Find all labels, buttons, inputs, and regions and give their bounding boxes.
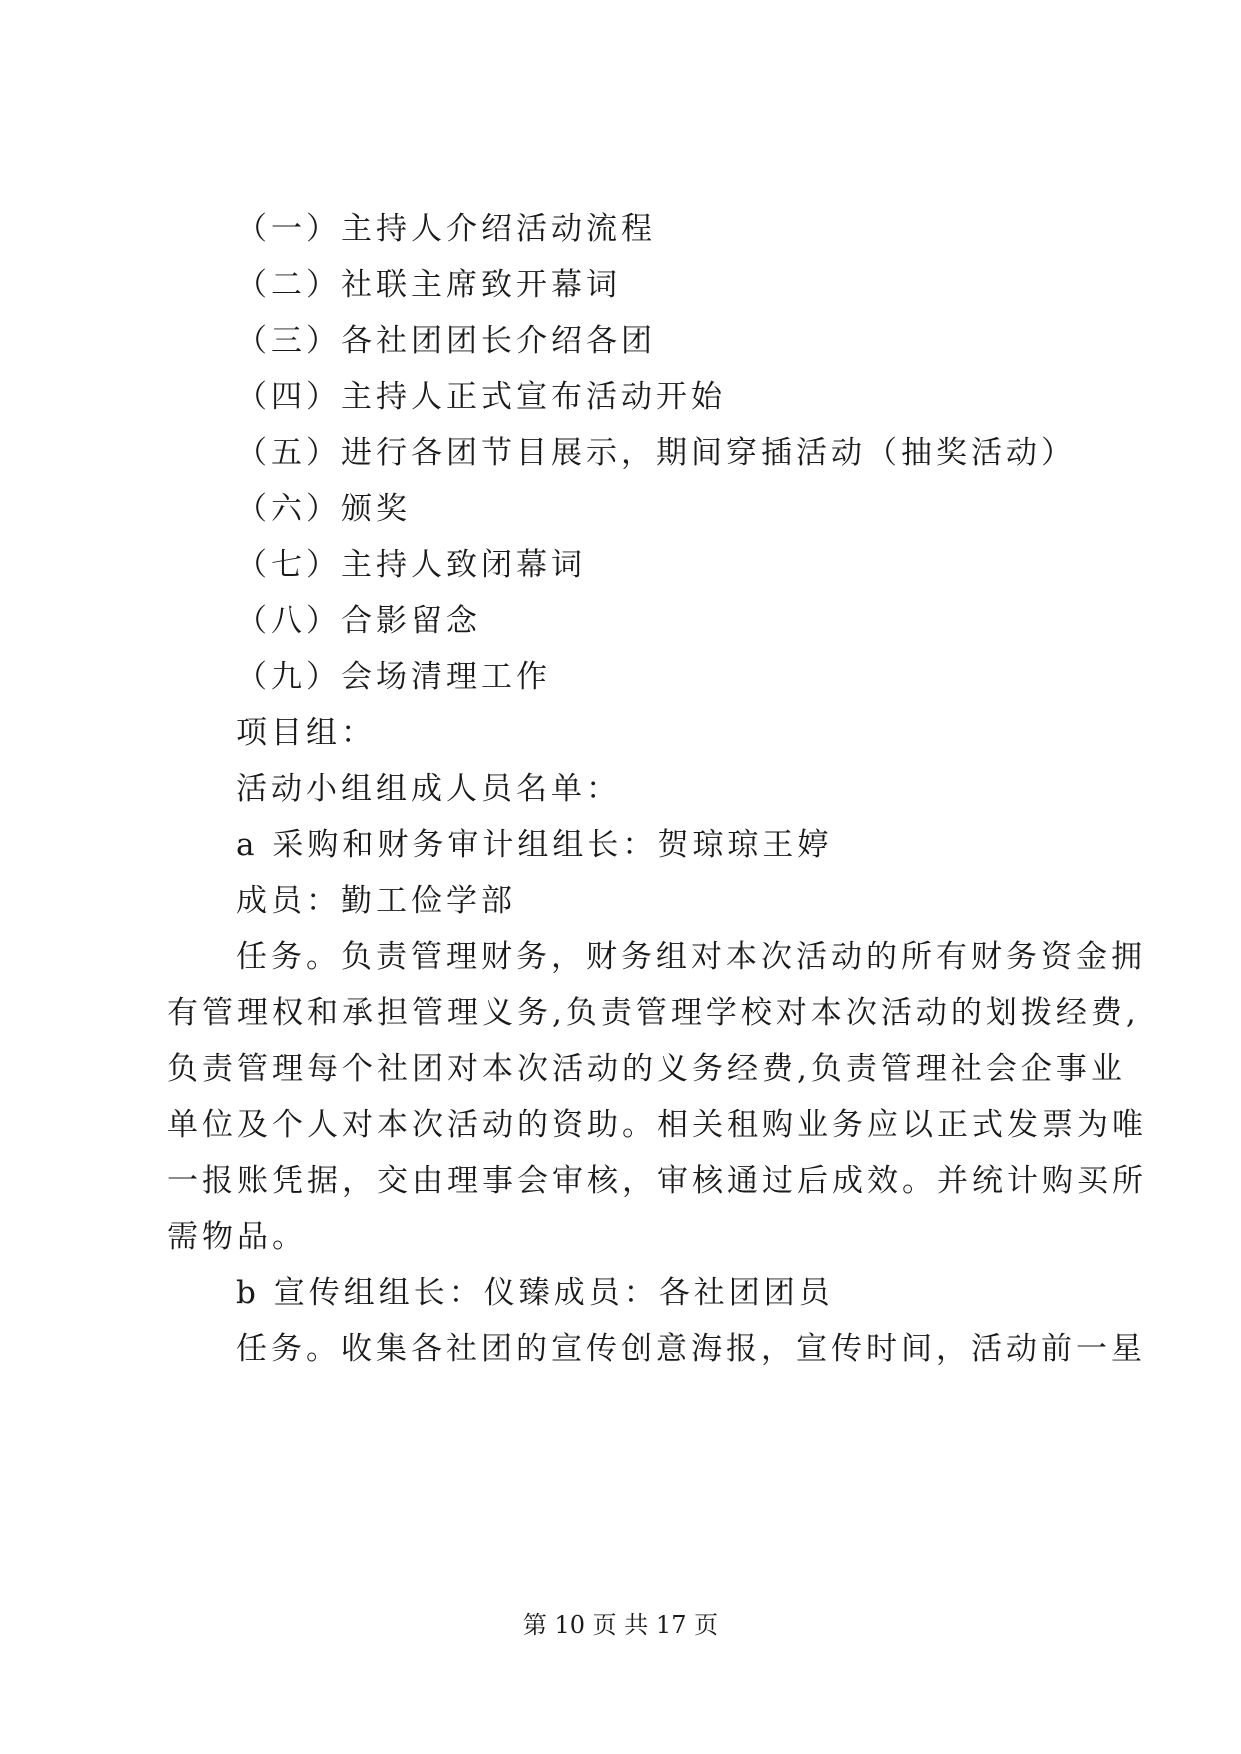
- group-a-leader: a 采购和财务审计组组长：贺琼琼王婷: [236, 827, 833, 863]
- group-a-task-line: 单位及个人对本次活动的资助。相关租购业务应以正式发票为唯: [167, 1107, 1147, 1143]
- group-a-task-line: 任务。负责管理财务，财务组对本次活动的所有财务资金拥: [236, 939, 1146, 975]
- agenda-item-9: （九）会场清理工作: [236, 659, 551, 695]
- page-footer: 第 10 页 共 17 页: [522, 1611, 719, 1639]
- agenda-item-2: （二）社联主席致开幕词: [236, 267, 621, 303]
- agenda-item-7: （七）主持人致闭幕词: [236, 547, 586, 583]
- group-b-task-line: 任务。收集各社团的宣传创意海报，宣传时间，活动前一星: [236, 1331, 1146, 1367]
- group-a-task-line: 一报账凭据，交由理事会审核，审核通过后成效。并统计购买所: [167, 1163, 1147, 1199]
- agenda-item-5: （五）进行各团节目展示，期间穿插活动（抽奖活动）: [236, 435, 1076, 471]
- group-a-task-line: 负责管理每个社团对本次活动的义务经费,负责管理社会企事业: [167, 1051, 1126, 1087]
- group-a-task-line: 需物品。: [167, 1219, 307, 1255]
- agenda-item-3: （三）各社团团长介绍各团: [236, 323, 656, 359]
- roster-title: 活动小组组成人员名单：: [236, 771, 621, 807]
- group-a-task-line: 有管理权和承担管理义务,负责管理学校对本次活动的划拨经费,: [167, 995, 1140, 1031]
- agenda-item-8: （八）合影留念: [236, 603, 481, 639]
- agenda-item-6: （六）颁奖: [236, 491, 411, 527]
- group-a-members: 成员：勤工俭学部: [236, 883, 516, 919]
- agenda-item-4: （四）主持人正式宣布活动开始: [236, 379, 726, 415]
- project-group-label: 项目组：: [236, 715, 376, 751]
- agenda-item-1: （一）主持人介绍活动流程: [236, 211, 656, 247]
- group-b-leader: b 宣传组组长：仪臻成员：各社团团员: [236, 1275, 834, 1311]
